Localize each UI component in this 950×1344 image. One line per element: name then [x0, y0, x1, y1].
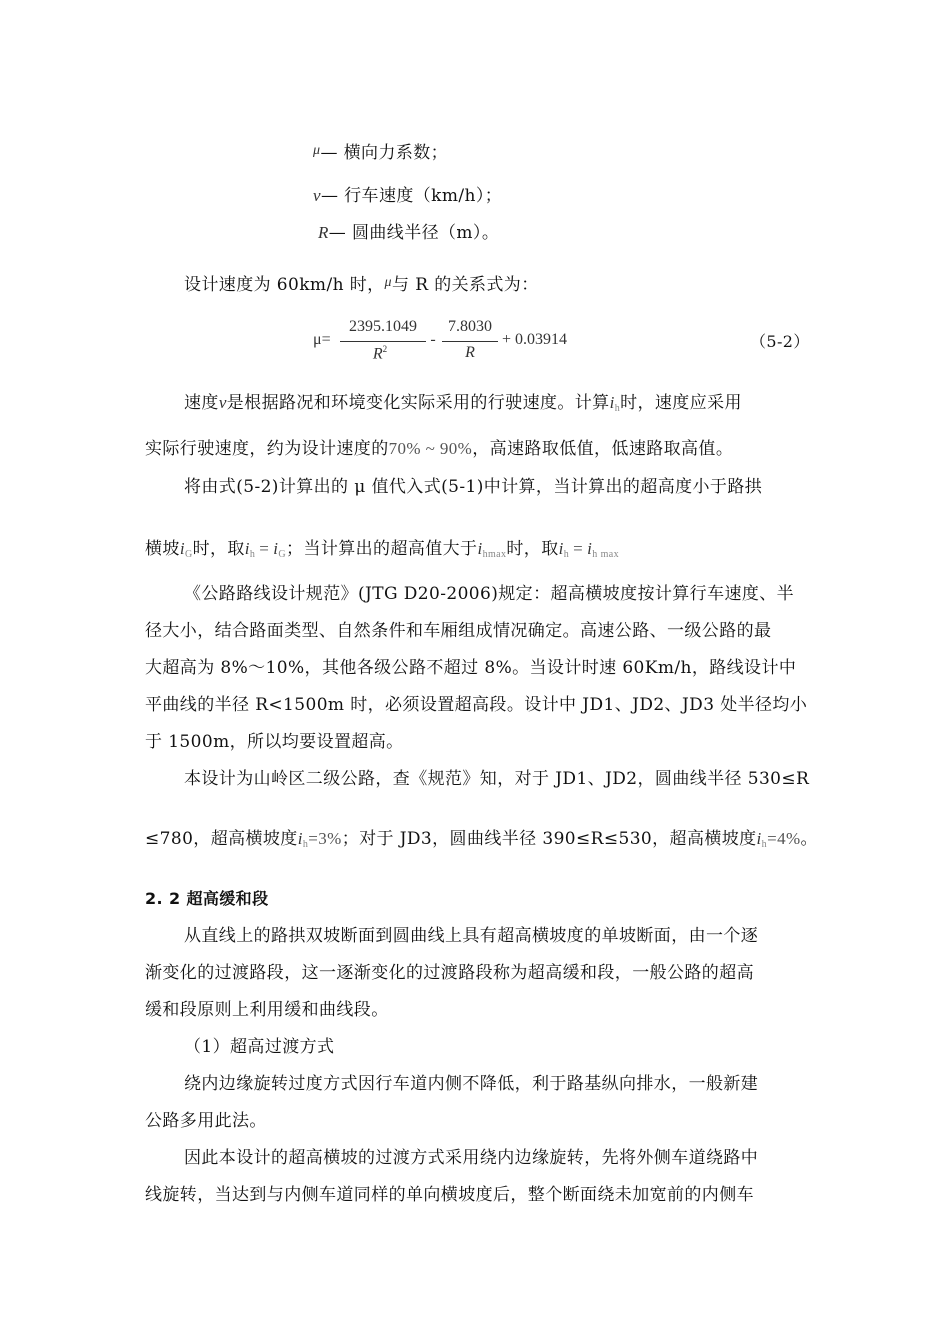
text: 。	[800, 829, 818, 849]
fraction2-numerator: 7.8030	[448, 318, 492, 335]
subsection-heading: （1）超高过渡方式	[184, 1037, 335, 1057]
text: 是根据路况和环境变化实际采用的行驶速度。计算	[226, 393, 610, 413]
para-code-line4: 平曲线的半径 R<1500m 时，必须设置超高段。设计中 JD1、JD2、JD3 处半径均小	[145, 695, 808, 715]
subscript: h	[563, 549, 570, 560]
subscript: hmax	[482, 549, 507, 560]
text: 实际行驶速度，约为设计速度的	[145, 439, 389, 459]
i-symbol: i	[179, 539, 185, 558]
text: 时，速度应采用	[620, 393, 742, 413]
i-symbol: i	[756, 829, 762, 848]
section-p3-line1: 因此本设计的超高横坡的过渡方式采用绕内边缘旋转，先将外侧车道绕路中	[184, 1148, 759, 1168]
equals: =	[573, 539, 584, 558]
para-code-line2: 径大小，结合路面类型、自然条件和车厢组成情况确定。高速公路、一级公路的最	[145, 621, 772, 641]
i-symbol: i	[609, 393, 615, 412]
relation-sentence	[184, 272, 539, 296]
value: =4%	[767, 829, 801, 848]
i-symbol: i	[558, 539, 564, 558]
v-symbol: v	[313, 186, 321, 205]
para-speed-line1	[184, 392, 742, 420]
text: ，高速路取低值，低速路取高值。	[472, 439, 734, 459]
para-speed-line2	[145, 438, 733, 460]
section-p1-line2: 渐变化的过渡路段，这一逐渐变化的过渡路段称为超高缓和段，一般公路的超高	[145, 963, 754, 983]
text: 时，取	[506, 539, 559, 559]
mu-symbol: μ	[313, 143, 321, 158]
subscript: G	[278, 549, 287, 560]
i-symbol: i	[477, 539, 483, 558]
para-calc-line1: 将由式(5-2)计算出的 μ 值代入式(5-1)中计算，当计算出的超高度小于路拱	[184, 477, 763, 497]
i-symbol: i	[273, 539, 279, 558]
text: 速度	[184, 393, 219, 413]
fraction1-denominator	[360, 344, 400, 363]
section-p1-line3: 缓和段原则上利用缓和曲线段。	[145, 1000, 389, 1020]
value: =3%	[308, 829, 342, 848]
section-p2-line1: 绕内边缘旋转过度方式因行车道内侧不降低，利于路基纵向排水，一般新建	[184, 1074, 759, 1094]
section-p2-line2: 公路多用此法。	[145, 1111, 267, 1131]
fraction2-bar	[442, 341, 498, 342]
def-v	[313, 185, 502, 207]
den1-symbol: R	[372, 345, 383, 363]
equation-tail: + 0.03914	[502, 331, 568, 348]
def-mu-text: — 横向力系数；	[320, 143, 449, 163]
def-mu	[313, 140, 448, 164]
equation-minus: -	[430, 331, 436, 348]
i-symbol: i	[297, 829, 303, 848]
subscript: h	[614, 403, 621, 414]
section-p3-line2: 线旋转，当达到与内侧车道同样的单向横坡度后，整个断面绕未加宽前的内侧车	[145, 1185, 754, 1205]
subscript: h	[302, 839, 309, 850]
i-symbol: i	[244, 539, 250, 558]
r-symbol: R	[318, 223, 329, 242]
equals: =	[259, 539, 270, 558]
section-p1-line1: 从直线上的路拱双坡断面到圆曲线上具有超高横坡度的单坡断面，由一个逐	[184, 926, 759, 946]
def-r	[318, 222, 499, 244]
subscript: G	[184, 549, 193, 560]
subscript: h	[249, 549, 256, 560]
para-design-line1: 本设计为山岭区二级公路，查《规范》知，对于 JD1、JD2，圆曲线半径 530≤R	[184, 769, 810, 789]
equation-lhs: μ=	[313, 331, 331, 348]
fraction1-bar	[340, 341, 426, 342]
text: ；对于 JD3，圆曲线半径 390≤R≤530，超高横坡度	[341, 829, 757, 849]
text: ≤780，超高横坡度	[145, 829, 298, 849]
mu-symbol: μ	[384, 275, 392, 290]
fraction1-numerator: 2395.1049	[349, 318, 417, 335]
i-symbol: i	[587, 539, 593, 558]
percent-range: 70% ~ 90%	[388, 439, 473, 458]
equation-number: （5-2）	[750, 332, 810, 351]
para-code-line1: 《公路路线设计规范》(JTG D20-2006)规定：超高横坡度按计算行车速度、半	[184, 584, 795, 604]
den1-exponent: 2	[382, 344, 388, 354]
text: 横坡	[145, 539, 180, 559]
subscript: h max	[592, 549, 619, 560]
fraction2-denominator	[460, 344, 480, 362]
text: ；当计算出的超高值大于	[286, 539, 478, 559]
text: 时，取	[192, 539, 245, 559]
def-v-text: — 行车速度（km/h）；	[320, 186, 503, 206]
relation-prefix: 设计速度为 60km/h 时，	[184, 275, 385, 295]
para-code-line5: 于 1500m，所以均要设置超高。	[145, 732, 404, 752]
para-code-line3: 大超高为 8%～10%，其他各级公路不超过 8%。当设计时速 60Km/h，路线设计中	[145, 658, 797, 678]
para-calc-line2	[145, 538, 619, 566]
v-symbol: v	[218, 393, 227, 412]
def-r-text: — 圆曲线半径（m）。	[328, 223, 500, 243]
den2-symbol: R	[465, 344, 475, 361]
subscript: h	[761, 839, 768, 850]
section-heading: 2. 2 超高缓和段	[145, 889, 269, 908]
relation-suffix: 与 R 的关系式为：	[391, 275, 539, 295]
para-design-line2	[145, 828, 818, 856]
